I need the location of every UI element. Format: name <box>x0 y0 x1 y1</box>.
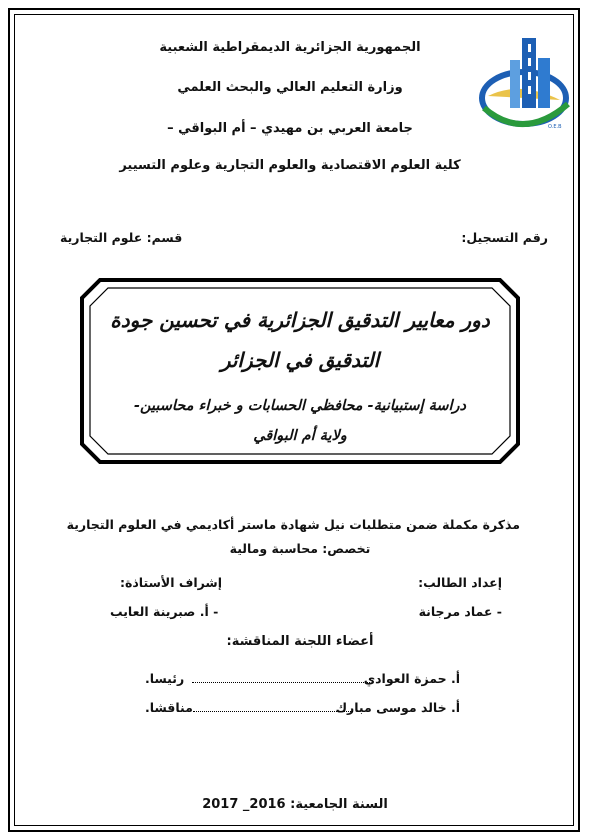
dotted-leader <box>193 711 353 712</box>
republic-line: الجمهورية الجزائرية الديمقراطية الشعبية <box>159 40 421 55</box>
university-line: جامعة العربي بن مهيدي – أم البواقي – <box>167 121 413 136</box>
committee-member-role: مناقشا. <box>145 700 193 715</box>
dotted-leader <box>192 682 370 683</box>
prepared-by-label: إعداد الطالب: <box>418 575 502 590</box>
svg-text:O.E.B: O.E.B <box>548 124 562 130</box>
thesis-title-line1: دور معايير التدقيق الجزائرية في تحسين جودة <box>110 308 490 332</box>
faculty-line: كلية العلوم الاقتصادية والعلوم التجارية وعلوم التسيير <box>119 158 461 173</box>
committee-member-role: رئيسا. <box>145 671 185 686</box>
university-logo <box>470 30 578 150</box>
student-name: - عماد مرجانة <box>418 604 502 619</box>
thesis-subtitle-line1: دراسة إستبيانية- محافظي الحسابات و خبراء محاسبين- <box>133 398 467 414</box>
department-label: قسم: علوم التجارية <box>60 230 183 245</box>
committee-heading: أعضاء اللجنة المناقشة: <box>226 634 374 649</box>
thesis-title-line2: التدقيق في الجزائر <box>220 348 380 372</box>
registration-number-label: رقم التسجيل: <box>461 230 548 245</box>
committee-member-name: أ. خالد موسى مبارك <box>335 700 460 715</box>
ministry-line: وزارة التعليم العالي والبحث العلمي <box>177 80 403 95</box>
thesis-description: مذكرة مكملة ضمن متطلبات نيل شهادة ماستر أكاديمي في العلوم التجارية <box>66 517 520 532</box>
supervisor-label: إشراف الأستاذة: <box>120 575 222 590</box>
specialization: تخصص: محاسبة ومالية <box>229 541 371 556</box>
academic-year: السنة الجامعية: 2016_ 2017 <box>202 797 388 812</box>
supervisor-name: - أ. صبرينة العايب <box>110 604 219 619</box>
committee-member-name: أ. حمزة العوادي <box>363 671 460 686</box>
thesis-subtitle-line2: ولاية أم البواقي <box>253 428 347 444</box>
